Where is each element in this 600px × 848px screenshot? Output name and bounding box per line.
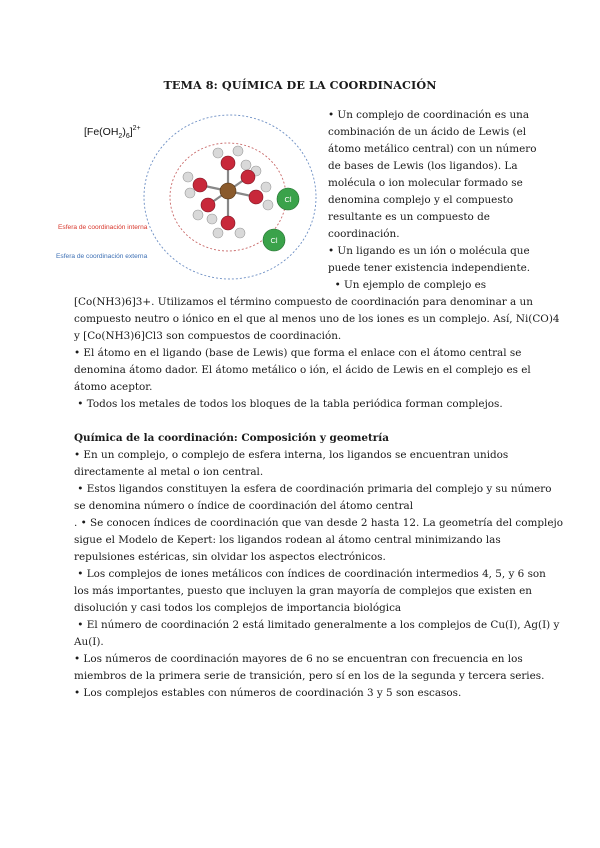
text-line: directamente al metal o ion central.	[74, 466, 264, 478]
text-line: los más importantes, puesto que incluyen la gran mayoría de complejos que existen en	[74, 585, 532, 597]
chloride-label: Cl	[284, 195, 292, 204]
text-line: coordinación.	[328, 228, 400, 240]
inner-sphere-label: Esfera de coordinación interna	[58, 224, 148, 231]
complex-formula: $[Fe(OH_2)_6]^{2+}$	[84, 125, 141, 140]
text-line: repulsiones estéricas, sin olvidar los aspectos electrónicos.	[74, 551, 386, 563]
chloride-label: Cl	[270, 236, 278, 245]
section-heading: Química de la coordinación: Composición y geometría	[74, 432, 389, 444]
text-line: • Los complejos de iones metálicos con índices de coordinación intermedios 4, 5, y 6 son	[74, 568, 546, 580]
text-line: denomina átomo dador. El átomo metálico o ión, el ácido de Lewis en el complejo es el	[74, 364, 531, 376]
text-line: • En un complejo, o complejo de esfera interna, los ligandos se encuentran unidos	[74, 449, 509, 461]
text-line: se denomina número o índice de coordinación del átomo central	[74, 500, 414, 512]
text-line: • Un ejemplo de complejo es	[328, 279, 487, 291]
text-line: [Co(NH3)6]3+. Utilizamos el término compuesto de coordinación para denominar a un	[74, 296, 533, 308]
text-line: • Un ligando es un ión o molécula que	[328, 245, 530, 257]
text-line: • El átomo en el ligando (base de Lewis) que forma el enlace con el átomo central se	[74, 347, 522, 359]
text-line: molécula o ion molecular formado se	[328, 177, 523, 189]
text-line: Au(I).	[74, 636, 104, 648]
central-metal-atom	[220, 183, 236, 199]
text-line: • Estos ligandos constituyen la esfera de coordinación primaria del complejo y su número	[74, 483, 552, 495]
outer-sphere-label: Esfera de coordinación externa	[56, 253, 148, 260]
text-line: • Los complejos estables con números de coordinación 3 y 5 son escasos.	[74, 687, 462, 699]
text-line: combinación de un ácido de Lewis (el	[328, 126, 527, 138]
text-line: y [Co(NH3)6]Cl3 son compuestos de coordinación.	[74, 330, 342, 342]
text-line: . • Se conocen índices de coordinación que van desde 2 hasta 12. La geometría del complejo	[74, 517, 563, 529]
text-line: átomo metálico central) con un número	[328, 143, 537, 155]
text-line: sigue el Modelo de Kepert: los ligandos rodean al átomo central minimizando las	[74, 534, 501, 546]
text-line: resultante es un compuesto de	[328, 211, 490, 223]
text-line: compuesto neutro o iónico en el que al menos uno de los iones es un complejo. Así, Ni(CO)4	[74, 313, 560, 325]
text-line: miembros de la primera serie de transición, pero sí en los de la segunda y tercera series.	[74, 670, 545, 682]
text-line: átomo aceptor.	[74, 381, 153, 393]
text-line: • Los números de coordinación mayores de 6 no se encuentran con frecuencia en los	[74, 653, 523, 665]
text-line: puede tener existencia independiente.	[328, 262, 531, 274]
text-line: • Todos los metales de todos los bloques de la tabla periódica forman complejos.	[74, 398, 503, 410]
text-line: denomina complejo y el compuesto	[328, 194, 514, 206]
text-line: disolución y casi todos los complejos de importancia biológica	[74, 602, 402, 614]
page-title: TEMA 8: QUÍMICA DE LA COORDINACIÓN	[163, 78, 437, 92]
coordination-complex-figure	[50, 105, 320, 285]
text-line: • Un complejo de coordinación es una	[328, 109, 530, 121]
text-line: de bases de Lewis (los ligandos). La	[328, 160, 518, 172]
text-line: • El número de coordinación 2 está limitado generalmente a los complejos de Cu(I), Ag(I) y	[74, 619, 560, 631]
